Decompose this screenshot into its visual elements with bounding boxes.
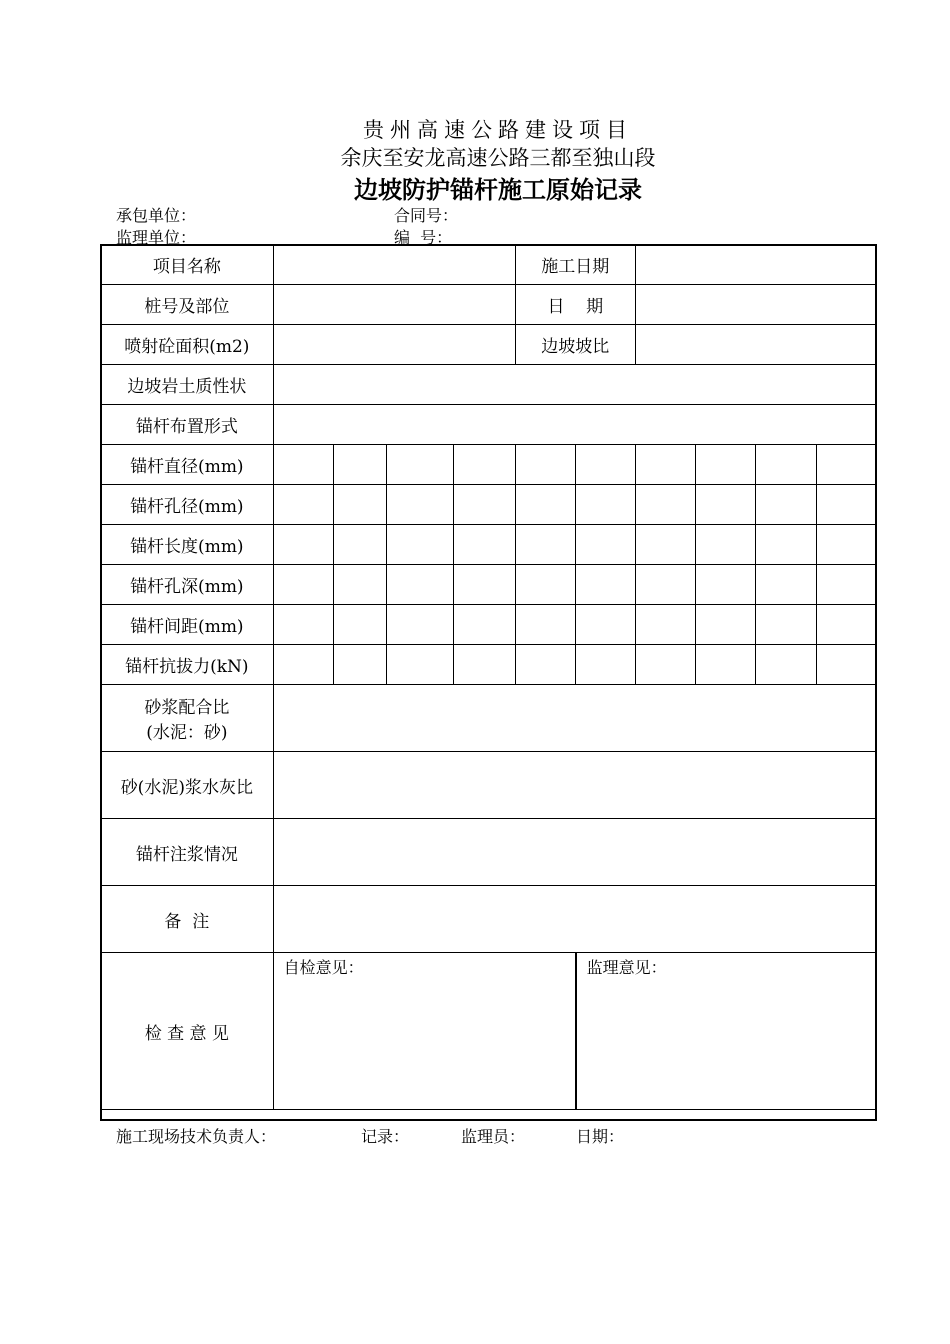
record-form: [100, 244, 877, 1121]
cell[interactable]: [273, 645, 333, 685]
footer-site-tech-lead: 施工现场技术负责人：: [116, 1127, 277, 1146]
cell[interactable]: [816, 565, 876, 605]
cell[interactable]: [696, 485, 756, 525]
value-project-name[interactable]: [273, 245, 515, 285]
label-rock-soil: 边坡岩土质性状: [101, 365, 274, 405]
page-title: 边坡防护锚杆施工原始记录: [354, 175, 642, 204]
cell[interactable]: [387, 445, 454, 485]
label-hole-depth: 锚杆孔深(mm): [101, 565, 274, 605]
table-row: [101, 405, 877, 445]
table-row: [101, 525, 877, 565]
contractor-label: 承包单位：: [116, 206, 197, 225]
footer-recorder: 记录：: [361, 1127, 410, 1146]
table-row: [101, 645, 877, 685]
cell[interactable]: [636, 485, 696, 525]
cell[interactable]: [756, 565, 816, 605]
cell[interactable]: [756, 605, 816, 645]
cell[interactable]: [636, 605, 696, 645]
cell[interactable]: [816, 525, 876, 565]
self-check-label: 自检意见：: [283, 958, 364, 977]
cell[interactable]: [696, 645, 756, 685]
footer-signatures: [116, 1124, 624, 1147]
table-row: [101, 565, 877, 605]
label-mortar-mix: [101, 685, 274, 752]
cell[interactable]: [756, 645, 816, 685]
contract-no-label: 合同号：: [394, 206, 459, 225]
cell[interactable]: [575, 565, 635, 605]
cell[interactable]: [575, 605, 635, 645]
table-row: [101, 819, 877, 886]
value-shotcrete-area[interactable]: [273, 325, 515, 365]
cell[interactable]: [515, 525, 575, 565]
cell[interactable]: [273, 605, 333, 645]
label-inspection: 检 查 意 见: [101, 953, 274, 1110]
self-check-box[interactable]: [274, 953, 575, 1109]
cell[interactable]: [333, 565, 386, 605]
supervision-opinion-label: 监理意见：: [586, 958, 667, 977]
value-date[interactable]: [636, 285, 877, 325]
cell[interactable]: [454, 605, 515, 645]
label-construction-date: 施工日期: [515, 245, 635, 285]
cell[interactable]: [333, 605, 386, 645]
cell[interactable]: [333, 485, 386, 525]
opinion-container: [274, 953, 876, 1109]
cell[interactable]: [696, 445, 756, 485]
inspection-opinions: [273, 953, 876, 1110]
label-mortar-mix-line1: 砂浆配合比: [144, 698, 230, 718]
label-grouting: 锚杆注浆情况: [101, 819, 274, 886]
cell[interactable]: [756, 485, 816, 525]
label-project-name: 项目名称: [101, 245, 274, 285]
record-table: [100, 244, 877, 1110]
cell[interactable]: [696, 605, 756, 645]
value-grouting[interactable]: [273, 819, 876, 886]
cell[interactable]: [636, 445, 696, 485]
cell[interactable]: [454, 645, 515, 685]
cell[interactable]: [575, 485, 635, 525]
label-slope-ratio: 边坡坡比: [515, 325, 635, 365]
cell[interactable]: [333, 445, 386, 485]
label-hole-diameter: 锚杆孔径(mm): [101, 485, 274, 525]
cell[interactable]: [515, 605, 575, 645]
cell[interactable]: [575, 445, 635, 485]
cell[interactable]: [515, 645, 575, 685]
cell[interactable]: [636, 565, 696, 605]
label-shotcrete-area: 喷射砼面积(m2): [101, 325, 274, 365]
cell[interactable]: [273, 565, 333, 605]
cell[interactable]: [333, 645, 386, 685]
value-mortar-mix[interactable]: [273, 685, 876, 752]
cell[interactable]: [696, 565, 756, 605]
table-row: [101, 685, 877, 752]
cell[interactable]: [816, 445, 876, 485]
table-row: [101, 953, 877, 1110]
value-remarks[interactable]: [273, 886, 876, 953]
cell[interactable]: [636, 525, 696, 565]
cell[interactable]: [387, 645, 454, 685]
value-water-cement-ratio[interactable]: [273, 752, 876, 819]
serial-no-label: 编 号：: [394, 228, 453, 247]
label-date: 日 期: [515, 285, 635, 325]
cell[interactable]: [515, 565, 575, 605]
value-slope-ratio[interactable]: [636, 325, 877, 365]
label-pile-position: 桩号及部位: [101, 285, 274, 325]
table-row: [101, 886, 877, 953]
cell[interactable]: [387, 525, 454, 565]
cell[interactable]: [816, 605, 876, 645]
label-mortar-mix-line2: (水泥：砂): [146, 723, 228, 743]
label-anchor-spacing: 锚杆间距(mm): [101, 605, 274, 645]
table-row: [101, 485, 877, 525]
value-construction-date[interactable]: [636, 245, 877, 285]
cell[interactable]: [454, 565, 515, 605]
cell[interactable]: [454, 485, 515, 525]
header-section-line: 余庆至安龙高速公路三都至独山段: [340, 146, 656, 170]
value-pile-position[interactable]: [273, 285, 515, 325]
cell[interactable]: [756, 525, 816, 565]
value-anchor-layout[interactable]: [273, 405, 876, 445]
footer-supervisor: 监理员：: [461, 1127, 526, 1146]
cell[interactable]: [273, 485, 333, 525]
label-anchor-diameter: 锚杆直径(mm): [101, 445, 274, 485]
cell[interactable]: [515, 445, 575, 485]
cell[interactable]: [333, 525, 386, 565]
label-anchor-layout: 锚杆布置形式: [101, 405, 274, 445]
cell[interactable]: [816, 485, 876, 525]
cell[interactable]: [454, 525, 515, 565]
cell[interactable]: [387, 485, 454, 525]
supervisor-unit-label: 监理单位：: [116, 228, 197, 247]
cell[interactable]: [515, 485, 575, 525]
value-rock-soil[interactable]: [273, 365, 876, 405]
header-project-line: 贵州高速公路建设项目: [363, 118, 633, 142]
label-remarks: 备 注: [101, 886, 274, 953]
cell[interactable]: [387, 605, 454, 645]
cell[interactable]: [575, 525, 635, 565]
supervision-opinion-box[interactable]: [575, 953, 876, 1109]
table-row: [101, 285, 877, 325]
cell[interactable]: [387, 565, 454, 605]
label-pullout-force: 锚杆抗拔力(kN): [101, 645, 274, 685]
cell[interactable]: [273, 525, 333, 565]
cell[interactable]: [273, 445, 333, 485]
table-row: [101, 365, 877, 405]
table-row: [101, 325, 877, 365]
table-row: [101, 605, 877, 645]
cell[interactable]: [454, 445, 515, 485]
footer-date: 日期：: [576, 1127, 625, 1146]
cell[interactable]: [575, 645, 635, 685]
table-row: [101, 245, 877, 285]
cell[interactable]: [816, 645, 876, 685]
cell[interactable]: [696, 525, 756, 565]
table-row: [101, 752, 877, 819]
label-anchor-length: 锚杆长度(mm): [101, 525, 274, 565]
cell[interactable]: [636, 645, 696, 685]
cell[interactable]: [756, 445, 816, 485]
label-water-cement-ratio: 砂(水泥)浆水灰比: [101, 752, 274, 819]
table-row: [101, 445, 877, 485]
